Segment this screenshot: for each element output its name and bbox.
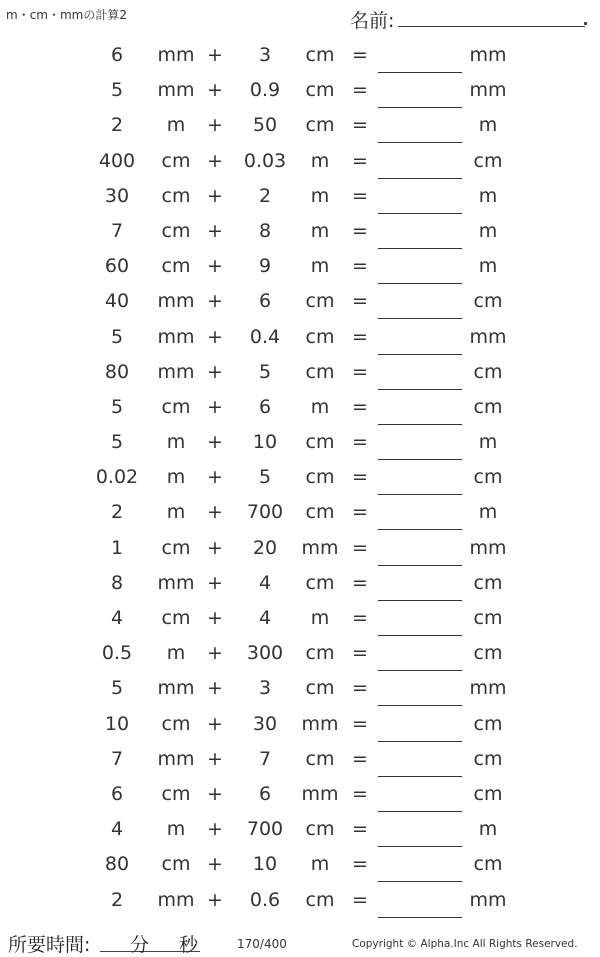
second-value: 0.6 (249, 888, 281, 911)
first-value: 2 (110, 501, 124, 524)
result-unit: m (478, 219, 498, 242)
equals-sign: = (352, 219, 368, 242)
equals-sign: = (352, 325, 368, 348)
first-unit: cm (161, 255, 191, 278)
first-unit: cm (161, 395, 191, 418)
problem-row (0, 636, 600, 671)
problem-row (0, 425, 600, 460)
problem-row (0, 355, 600, 390)
first-unit: m (166, 818, 186, 841)
second-value: 2 (258, 184, 272, 207)
first-value: 8 (110, 571, 124, 594)
first-unit: mm (157, 290, 195, 313)
plus-operator: + (207, 536, 223, 559)
first-value: 7 (110, 219, 124, 242)
first-value: 6 (110, 782, 124, 805)
result-unit: cm (473, 571, 503, 594)
first-unit: m (166, 642, 186, 665)
result-unit: cm (473, 395, 503, 418)
problem-row (0, 601, 600, 636)
result-unit: cm (473, 360, 503, 383)
equals-sign: = (352, 747, 368, 770)
equals-sign: = (352, 501, 368, 524)
second-unit: cm (305, 290, 335, 313)
plus-operator: + (207, 782, 223, 805)
plus-operator: + (207, 712, 223, 735)
plus-operator: + (207, 79, 223, 102)
first-value: 5 (110, 431, 124, 454)
second-unit: mm (301, 712, 339, 735)
problem-row (0, 707, 600, 742)
seconds-label: 秒 (179, 934, 199, 956)
problem-row (0, 284, 600, 319)
second-value: 6 (258, 782, 272, 805)
result-unit: mm (469, 79, 507, 102)
plus-operator: + (207, 747, 223, 770)
result-unit: cm (473, 607, 503, 629)
first-unit: cm (161, 607, 191, 629)
problem-row (0, 108, 600, 143)
first-value: 4 (110, 607, 124, 629)
worksheet-title: m・cm・mmの計算2 (6, 8, 127, 22)
second-value: 50 (252, 114, 278, 137)
plus-operator: + (207, 360, 223, 383)
second-value: 300 (246, 642, 284, 665)
second-value: 6 (258, 290, 272, 313)
first-value: 0.5 (101, 642, 133, 665)
problem-row (0, 847, 600, 882)
plus-operator: + (207, 431, 223, 454)
plus-operator: + (207, 571, 223, 594)
equals-sign: = (352, 149, 368, 172)
plus-operator: + (207, 184, 223, 207)
plus-operator: + (207, 888, 223, 911)
second-unit: cm (305, 501, 335, 524)
first-value: 1 (110, 536, 124, 559)
plus-operator: + (207, 818, 223, 841)
plus-operator: + (207, 501, 223, 524)
equals-sign: = (352, 395, 368, 418)
problem-row (0, 390, 600, 425)
first-unit: m (166, 114, 186, 137)
plus-operator: + (207, 395, 223, 418)
problem-row (0, 179, 600, 214)
plus-operator: + (207, 642, 223, 665)
plus-operator: + (207, 853, 223, 876)
second-value: 6 (258, 395, 272, 418)
second-unit: cm (305, 571, 335, 594)
result-unit: mm (469, 44, 507, 66)
second-unit: cm (305, 888, 335, 911)
equals-sign: = (352, 782, 368, 805)
result-unit: m (478, 114, 498, 137)
second-unit: cm (305, 114, 335, 137)
problem-row (0, 671, 600, 706)
equals-sign: = (352, 255, 368, 278)
result-unit: m (478, 431, 498, 454)
equals-sign: = (352, 536, 368, 559)
second-unit: mm (301, 782, 339, 805)
problem-list (0, 38, 600, 918)
result-unit: m (478, 818, 498, 841)
problem-row (0, 249, 600, 284)
first-unit: mm (157, 44, 195, 66)
result-unit: mm (469, 536, 507, 559)
second-value: 10 (252, 853, 278, 876)
equals-sign: = (352, 290, 368, 313)
result-unit: cm (473, 149, 503, 172)
second-value: 0.4 (249, 325, 281, 348)
first-value: 5 (110, 677, 124, 700)
name-label: 名前: (350, 10, 395, 32)
problem-row (0, 777, 600, 812)
second-value: 700 (246, 818, 284, 841)
second-value: 10 (252, 431, 278, 454)
second-value: 20 (252, 536, 278, 559)
equals-sign: = (352, 431, 368, 454)
plus-operator: + (207, 677, 223, 700)
second-unit: m (310, 219, 330, 242)
first-value: 5 (110, 325, 124, 348)
first-unit: mm (157, 888, 195, 911)
equals-sign: = (352, 79, 368, 102)
second-value: 700 (246, 501, 284, 524)
second-unit: m (310, 607, 330, 629)
second-value: 5 (258, 360, 272, 383)
equals-sign: = (352, 712, 368, 735)
equals-sign: = (352, 888, 368, 911)
second-unit: m (310, 853, 330, 876)
equals-sign: = (352, 360, 368, 383)
name-line-dot (584, 22, 587, 25)
second-value: 30 (252, 712, 278, 735)
result-unit: mm (469, 888, 507, 911)
problem-row (0, 742, 600, 777)
second-unit: m (310, 255, 330, 278)
equals-sign: = (352, 466, 368, 489)
result-unit: m (478, 255, 498, 278)
second-unit: cm (305, 677, 335, 700)
second-value: 9 (258, 255, 272, 278)
copyright-notice: Copyright © Alpha.Inc All Rights Reserved. (352, 938, 578, 950)
first-unit: m (166, 466, 186, 489)
equals-sign: = (352, 184, 368, 207)
second-value: 5 (258, 466, 272, 489)
first-value: 2 (110, 114, 124, 137)
first-value: 60 (104, 255, 130, 278)
first-unit: cm (161, 712, 191, 735)
first-value: 4 (110, 818, 124, 841)
plus-operator: + (207, 219, 223, 242)
first-value: 5 (110, 79, 124, 102)
first-value: 400 (98, 149, 136, 172)
plus-operator: + (207, 149, 223, 172)
first-value: 80 (104, 360, 130, 383)
plus-operator: + (207, 114, 223, 137)
result-unit: m (478, 501, 498, 524)
problem-row (0, 495, 600, 530)
second-value: 7 (258, 747, 272, 770)
first-unit: mm (157, 571, 195, 594)
second-unit: mm (301, 536, 339, 559)
second-unit: m (310, 395, 330, 418)
second-value: 3 (258, 44, 272, 66)
problem-row (0, 883, 600, 918)
first-value: 7 (110, 747, 124, 770)
equals-sign: = (352, 853, 368, 876)
second-unit: cm (305, 360, 335, 383)
first-unit: mm (157, 677, 195, 700)
first-unit: mm (157, 79, 195, 102)
problem-row (0, 73, 600, 108)
equals-sign: = (352, 677, 368, 700)
problem-row (0, 531, 600, 566)
second-unit: cm (305, 466, 335, 489)
first-unit: cm (161, 149, 191, 172)
first-value: 6 (110, 44, 124, 66)
result-unit: mm (469, 325, 507, 348)
result-unit: cm (473, 747, 503, 770)
result-unit: cm (473, 853, 503, 876)
problem-row (0, 144, 600, 179)
first-unit: cm (161, 782, 191, 805)
first-value: 2 (110, 888, 124, 911)
first-value: 0.02 (95, 466, 139, 489)
first-unit: mm (157, 325, 195, 348)
name-answer-line (398, 26, 585, 27)
second-value: 4 (258, 607, 272, 629)
result-unit: cm (473, 290, 503, 313)
second-unit: m (310, 149, 330, 172)
second-unit: cm (305, 642, 335, 665)
minutes-label: 分 (130, 934, 150, 956)
problem-row (0, 460, 600, 495)
first-unit: cm (161, 219, 191, 242)
equals-sign: = (352, 114, 368, 137)
plus-operator: + (207, 466, 223, 489)
second-unit: cm (305, 431, 335, 454)
first-unit: m (166, 501, 186, 524)
first-value: 5 (110, 395, 124, 418)
plus-operator: + (207, 255, 223, 278)
second-value: 4 (258, 571, 272, 594)
result-unit: cm (473, 712, 503, 735)
plus-operator: + (207, 290, 223, 313)
equals-sign: = (352, 571, 368, 594)
equals-sign: = (352, 818, 368, 841)
result-unit: cm (473, 642, 503, 665)
page-number: 170/400 (237, 937, 287, 951)
problem-row (0, 38, 600, 73)
second-unit: cm (305, 44, 335, 66)
equals-sign: = (352, 642, 368, 665)
plus-operator: + (207, 607, 223, 629)
first-value: 40 (104, 290, 130, 313)
plus-operator: + (207, 44, 223, 66)
result-unit: cm (473, 466, 503, 489)
plus-operator: + (207, 325, 223, 348)
first-value: 10 (104, 712, 130, 735)
first-unit: mm (157, 747, 195, 770)
second-unit: cm (305, 79, 335, 102)
result-unit: cm (473, 782, 503, 805)
equals-sign: = (352, 607, 368, 629)
first-unit: cm (161, 536, 191, 559)
problem-row (0, 566, 600, 601)
problem-row (0, 320, 600, 355)
second-value: 0.03 (243, 149, 287, 172)
result-unit: m (478, 184, 498, 207)
second-unit: cm (305, 325, 335, 348)
second-value: 8 (258, 219, 272, 242)
first-value: 80 (104, 853, 130, 876)
first-unit: cm (161, 853, 191, 876)
time-label: 所要時間: (8, 934, 91, 956)
second-unit: cm (305, 818, 335, 841)
second-value: 0.9 (249, 79, 281, 102)
second-value: 3 (258, 677, 272, 700)
second-unit: m (310, 184, 330, 207)
problem-row (0, 812, 600, 847)
first-unit: m (166, 431, 186, 454)
equals-sign: = (352, 44, 368, 66)
first-value: 30 (104, 184, 130, 207)
second-unit: cm (305, 747, 335, 770)
result-unit: mm (469, 677, 507, 700)
first-unit: mm (157, 360, 195, 383)
answer-blank[interactable] (378, 917, 462, 918)
problem-row (0, 214, 600, 249)
first-unit: cm (161, 184, 191, 207)
